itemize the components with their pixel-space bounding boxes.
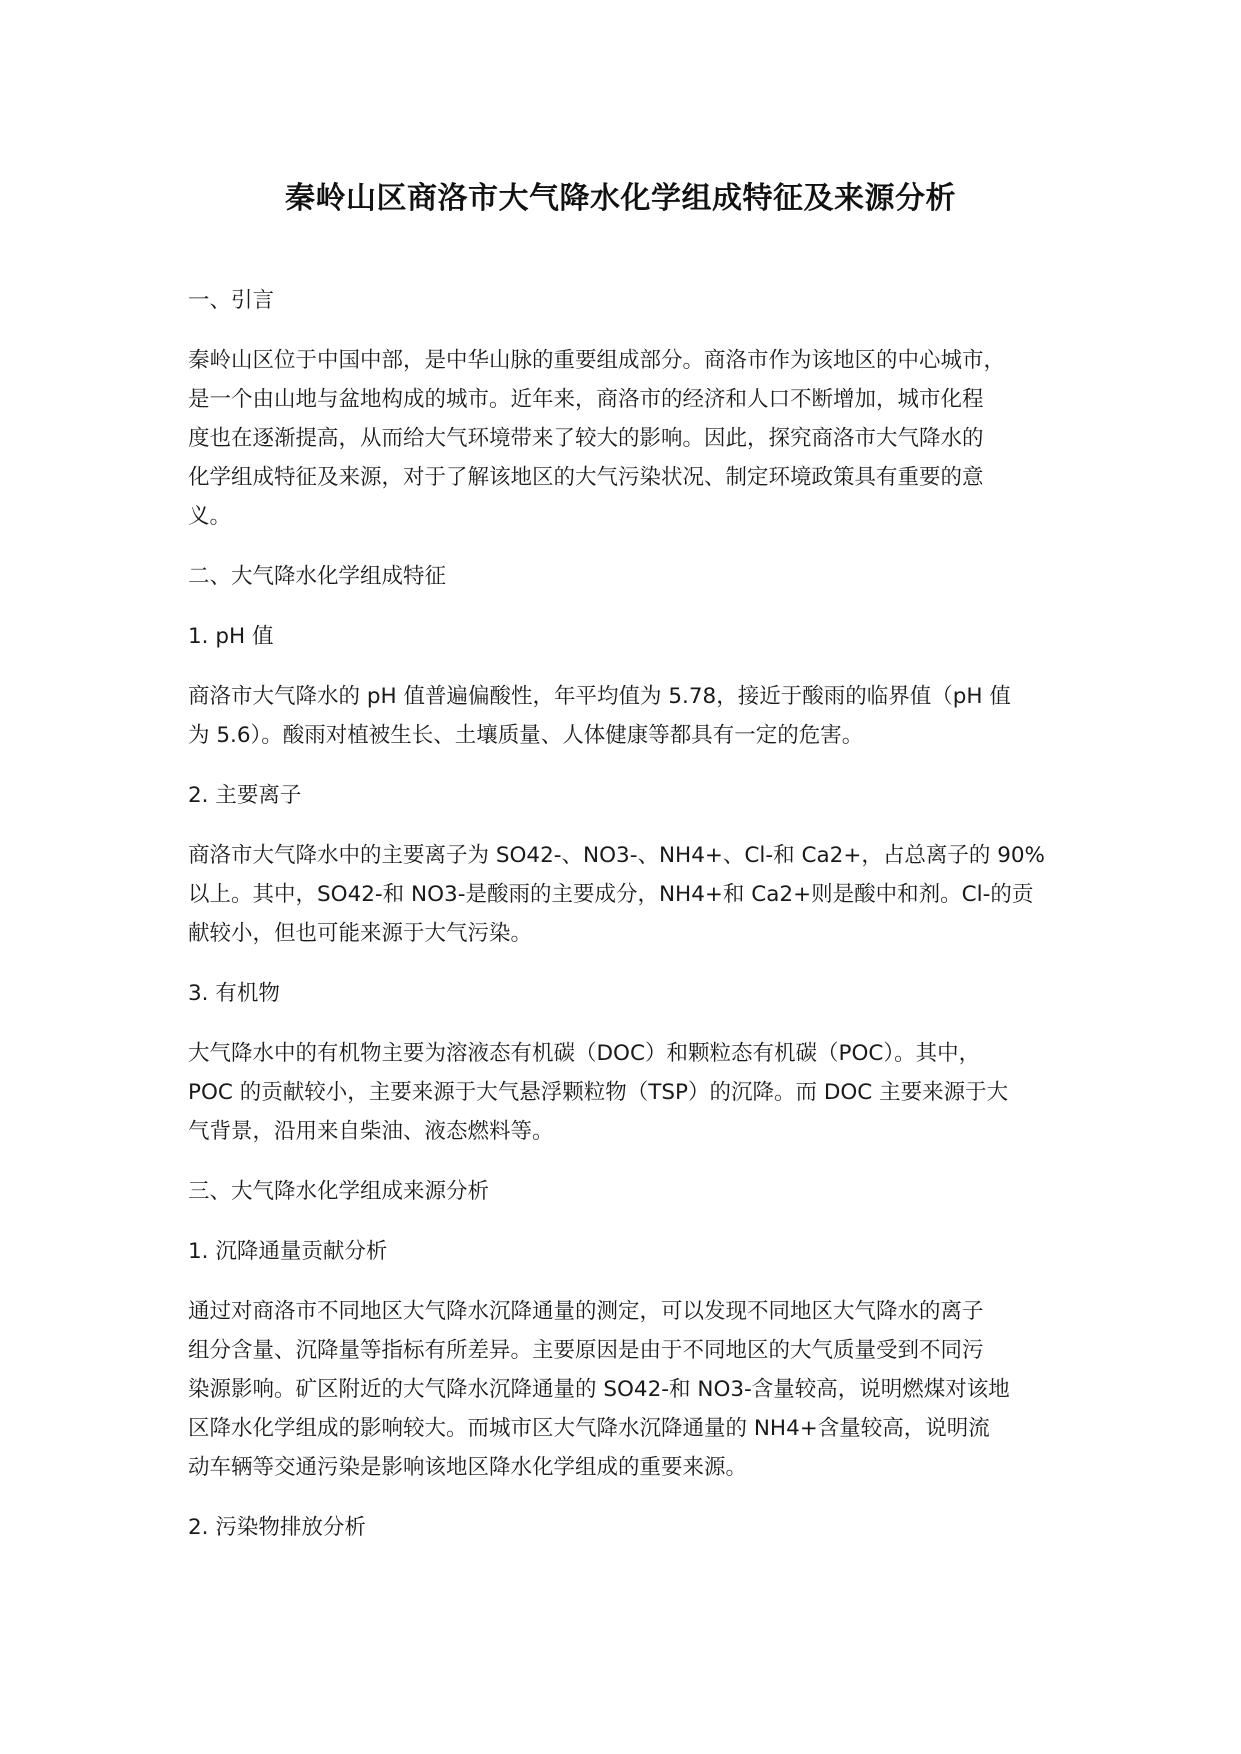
paragraph-line: 度也在逐渐提高，从而给大气环境带来了较大的影响。因此，探究商洛市大气降水的 — [188, 426, 984, 451]
paragraph-line: 是一个由山地与盆地构成的城市。近年来，商洛市的经济和人口不断增加，城市化程 — [188, 387, 984, 412]
subsection-heading-ph: 1. pH 值 — [188, 624, 274, 649]
paragraph-ph — [188, 677, 1083, 755]
paragraph-line: 染源影响。矿区附近的大气降水沉降通量的 SO42-和 NO3-含量较高，说明燃煤对该地 — [188, 1377, 1010, 1402]
paragraph-line: 义。 — [188, 504, 232, 529]
paragraph-line: 通过对商洛市不同地区大气降水沉降通量的测定，可以发现不同地区大气降水的离子 — [188, 1299, 984, 1324]
section-heading-sources: 三、大气降水化学组成来源分析 — [188, 1179, 490, 1204]
subsection-heading-deposition-flux: 1. 沉降通量贡献分析 — [188, 1239, 388, 1264]
document-title: 秦岭山区商洛市大气降水化学组成特征及来源分析 — [285, 181, 956, 216]
paragraph-line: 以上。其中，SO42-和 NO3-是酸雨的主要成分，NH4+和 Ca2+则是酸中和剂。Cl-的贡 — [188, 882, 1034, 907]
paragraph-line: POC 的贡献较小，主要来源于大气悬浮颗粒物（TSP）的沉降。而 DOC 主要来源于大 — [188, 1080, 1009, 1105]
paragraph-deposition-flux — [188, 1292, 1083, 1487]
paragraph-organics — [188, 1034, 1083, 1151]
paragraph-line: 区降水化学组成的影响较大。而城市区大气降水沉降通量的 NH4+含量较高，说明流 — [188, 1416, 990, 1441]
paragraph-ions — [188, 836, 1083, 953]
paragraph-line: 商洛市大气降水中的主要离子为 SO42-、NO3-、NH4+、Cl-和 Ca2+，占总离子的 90% — [188, 843, 1045, 868]
section-heading-composition: 二、大气降水化学组成特征 — [188, 564, 447, 589]
paragraph-line: 气背景，沿用来自柴油、液态燃料等。 — [188, 1119, 554, 1144]
subsection-heading-organics: 3. 有机物 — [188, 981, 280, 1006]
paragraph-line: 化学组成特征及来源，对于了解该地区的大气污染状况、制定环境政策具有重要的意 — [188, 465, 984, 490]
paragraph-line: 秦岭山区位于中国中部，是中华山脉的重要组成部分。商洛市作为该地区的中心城市， — [188, 348, 1006, 373]
subsection-heading-emissions: 2. 污染物排放分析 — [188, 1515, 366, 1540]
paragraph-line: 组分含量、沉降量等指标有所差异。主要原因是由于不同地区的大气质量受到不同污 — [188, 1338, 984, 1363]
paragraph-line: 动车辆等交通污染是影响该地区降水化学组成的重要来源。 — [188, 1455, 748, 1480]
paragraph-line: 为 5.6）。酸雨对植被生长、土壤质量、人体健康等都具有一定的危害。 — [188, 723, 864, 748]
subsection-heading-ions: 2. 主要离子 — [188, 783, 302, 808]
paragraph-line: 商洛市大气降水的 pH 值普遍偏酸性，年平均值为 5.78，接近于酸雨的临界值（pH 值 — [188, 684, 1011, 709]
paragraph-introduction — [188, 341, 1083, 536]
paragraph-line: 献较小，但也可能来源于大气污染。 — [188, 921, 533, 946]
paragraph-line: 大气降水中的有机物主要为溶液态有机碳（DOC）和颗粒态有机碳（POC）。其中， — [188, 1041, 981, 1066]
section-heading-introduction: 一、引言 — [188, 288, 275, 313]
document-body — [188, 281, 1083, 1568]
